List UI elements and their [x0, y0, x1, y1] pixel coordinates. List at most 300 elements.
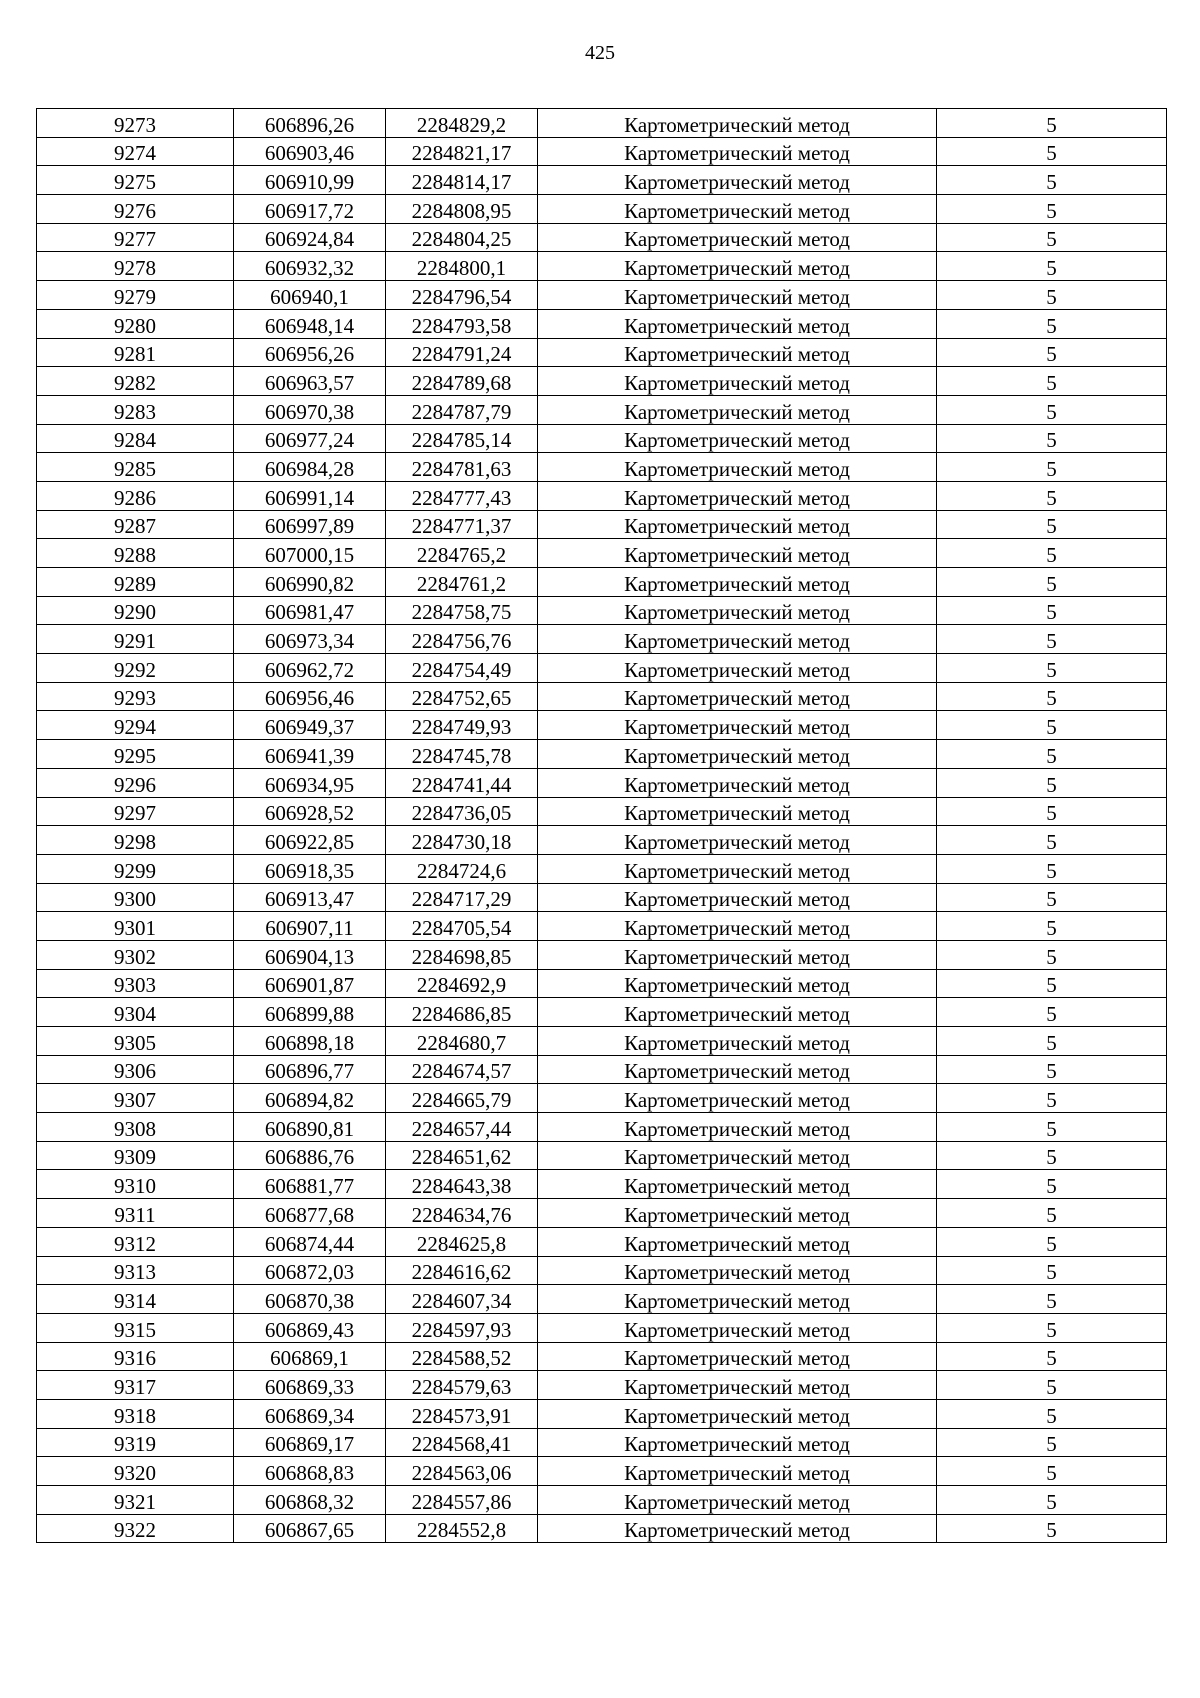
x-coordinate-cell: 606973,34	[234, 625, 386, 654]
method-cell: Картометрический метод	[538, 1199, 937, 1228]
accuracy-cell: 5	[937, 1113, 1167, 1142]
y-coordinate-cell: 2284793,58	[386, 309, 538, 338]
x-coordinate-cell: 606898,18	[234, 1027, 386, 1056]
point-number-cell: 9296	[37, 768, 234, 797]
point-number-cell: 9310	[37, 1170, 234, 1199]
y-coordinate-cell: 2284749,93	[386, 711, 538, 740]
y-coordinate-cell: 2284607,34	[386, 1285, 538, 1314]
y-coordinate-cell: 2284674,57	[386, 1055, 538, 1084]
accuracy-cell: 5	[937, 309, 1167, 338]
y-coordinate-cell: 2284563,06	[386, 1457, 538, 1486]
point-number-cell: 9312	[37, 1227, 234, 1256]
accuracy-cell: 5	[937, 682, 1167, 711]
y-coordinate-cell: 2284745,78	[386, 740, 538, 769]
accuracy-cell: 5	[937, 453, 1167, 482]
y-coordinate-cell: 2284730,18	[386, 826, 538, 855]
table-row	[37, 768, 1167, 797]
point-number-cell: 9287	[37, 510, 234, 539]
table-row	[37, 166, 1167, 195]
table-row	[37, 367, 1167, 396]
table-row	[37, 539, 1167, 568]
x-coordinate-cell: 606910,99	[234, 166, 386, 195]
accuracy-cell: 5	[937, 1170, 1167, 1199]
accuracy-cell: 5	[937, 596, 1167, 625]
accuracy-cell: 5	[937, 1371, 1167, 1400]
y-coordinate-cell: 2284552,8	[386, 1514, 538, 1543]
accuracy-cell: 5	[937, 711, 1167, 740]
x-coordinate-cell: 606868,32	[234, 1486, 386, 1515]
method-cell: Картометрический метод	[538, 223, 937, 252]
x-coordinate-cell: 606984,28	[234, 453, 386, 482]
x-coordinate-cell: 606991,14	[234, 481, 386, 510]
table-row	[37, 281, 1167, 310]
y-coordinate-cell: 2284651,62	[386, 1141, 538, 1170]
y-coordinate-cell: 2284829,2	[386, 109, 538, 138]
x-coordinate-cell: 606872,03	[234, 1256, 386, 1285]
table-row	[37, 109, 1167, 138]
y-coordinate-cell: 2284665,79	[386, 1084, 538, 1113]
accuracy-cell: 5	[937, 625, 1167, 654]
point-number-cell: 9305	[37, 1027, 234, 1056]
method-cell: Картометрический метод	[538, 654, 937, 683]
y-coordinate-cell: 2284588,52	[386, 1342, 538, 1371]
x-coordinate-cell: 606869,43	[234, 1313, 386, 1342]
method-cell: Картометрический метод	[538, 1371, 937, 1400]
y-coordinate-cell: 2284736,05	[386, 797, 538, 826]
x-coordinate-cell: 606948,14	[234, 309, 386, 338]
method-cell: Картометрический метод	[538, 998, 937, 1027]
y-coordinate-cell: 2284808,95	[386, 195, 538, 224]
accuracy-cell: 5	[937, 912, 1167, 941]
y-coordinate-cell: 2284765,2	[386, 539, 538, 568]
method-cell: Картометрический метод	[538, 854, 937, 883]
method-cell: Картометрический метод	[538, 711, 937, 740]
x-coordinate-cell: 606899,88	[234, 998, 386, 1027]
table-row	[37, 223, 1167, 252]
method-cell: Картометрический метод	[538, 1428, 937, 1457]
y-coordinate-cell: 2284804,25	[386, 223, 538, 252]
method-cell: Картометрический метод	[538, 395, 937, 424]
x-coordinate-cell: 606890,81	[234, 1113, 386, 1142]
table-row	[37, 1055, 1167, 1084]
point-number-cell: 9280	[37, 309, 234, 338]
x-coordinate-cell: 607000,15	[234, 539, 386, 568]
accuracy-cell: 5	[937, 395, 1167, 424]
point-number-cell: 9297	[37, 797, 234, 826]
y-coordinate-cell: 2284557,86	[386, 1486, 538, 1515]
y-coordinate-cell: 2284752,65	[386, 682, 538, 711]
y-coordinate-cell: 2284814,17	[386, 166, 538, 195]
table-row	[37, 1256, 1167, 1285]
coordinates-table	[36, 108, 1167, 1543]
accuracy-cell: 5	[937, 1514, 1167, 1543]
accuracy-cell: 5	[937, 338, 1167, 367]
y-coordinate-cell: 2284791,24	[386, 338, 538, 367]
method-cell: Картометрический метод	[538, 252, 937, 281]
method-cell: Картометрический метод	[538, 281, 937, 310]
method-cell: Картометрический метод	[538, 1313, 937, 1342]
point-number-cell: 9276	[37, 195, 234, 224]
x-coordinate-cell: 606924,84	[234, 223, 386, 252]
x-coordinate-cell: 606894,82	[234, 1084, 386, 1113]
accuracy-cell: 5	[937, 1399, 1167, 1428]
method-cell: Картометрический метод	[538, 424, 937, 453]
accuracy-cell: 5	[937, 195, 1167, 224]
x-coordinate-cell: 606970,38	[234, 395, 386, 424]
accuracy-cell: 5	[937, 367, 1167, 396]
table-row	[37, 883, 1167, 912]
table-row	[37, 137, 1167, 166]
y-coordinate-cell: 2284777,43	[386, 481, 538, 510]
method-cell: Картометрический метод	[538, 1399, 937, 1428]
accuracy-cell: 5	[937, 883, 1167, 912]
table-row	[37, 797, 1167, 826]
point-number-cell: 9293	[37, 682, 234, 711]
accuracy-cell: 5	[937, 568, 1167, 597]
point-number-cell: 9286	[37, 481, 234, 510]
method-cell: Картометрический метод	[538, 539, 937, 568]
x-coordinate-cell: 606956,26	[234, 338, 386, 367]
method-cell: Картометрический метод	[538, 1084, 937, 1113]
y-coordinate-cell: 2284568,41	[386, 1428, 538, 1457]
table-row	[37, 940, 1167, 969]
x-coordinate-cell: 606949,37	[234, 711, 386, 740]
accuracy-cell: 5	[937, 137, 1167, 166]
y-coordinate-cell: 2284756,76	[386, 625, 538, 654]
accuracy-cell: 5	[937, 1457, 1167, 1486]
accuracy-cell: 5	[937, 1084, 1167, 1113]
y-coordinate-cell: 2284634,76	[386, 1199, 538, 1228]
method-cell: Картометрический метод	[538, 596, 937, 625]
y-coordinate-cell: 2284741,44	[386, 768, 538, 797]
point-number-cell: 9274	[37, 137, 234, 166]
y-coordinate-cell: 2284761,2	[386, 568, 538, 597]
x-coordinate-cell: 606886,76	[234, 1141, 386, 1170]
point-number-cell: 9301	[37, 912, 234, 941]
accuracy-cell: 5	[937, 1199, 1167, 1228]
table-row	[37, 510, 1167, 539]
point-number-cell: 9306	[37, 1055, 234, 1084]
method-cell: Картометрический метод	[538, 1227, 937, 1256]
point-number-cell: 9288	[37, 539, 234, 568]
accuracy-cell: 5	[937, 1256, 1167, 1285]
y-coordinate-cell: 2284579,63	[386, 1371, 538, 1400]
y-coordinate-cell: 2284781,63	[386, 453, 538, 482]
method-cell: Картометрический метод	[538, 481, 937, 510]
y-coordinate-cell: 2284616,62	[386, 1256, 538, 1285]
x-coordinate-cell: 606963,57	[234, 367, 386, 396]
method-cell: Картометрический метод	[538, 195, 937, 224]
table-row	[37, 998, 1167, 1027]
x-coordinate-cell: 606956,46	[234, 682, 386, 711]
x-coordinate-cell: 606932,32	[234, 252, 386, 281]
table-row	[37, 1113, 1167, 1142]
x-coordinate-cell: 606981,47	[234, 596, 386, 625]
x-coordinate-cell: 606869,34	[234, 1399, 386, 1428]
table-row	[37, 1170, 1167, 1199]
method-cell: Картометрический метод	[538, 768, 937, 797]
x-coordinate-cell: 606904,13	[234, 940, 386, 969]
point-number-cell: 9290	[37, 596, 234, 625]
table-row	[37, 912, 1167, 941]
accuracy-cell: 5	[937, 252, 1167, 281]
accuracy-cell: 5	[937, 797, 1167, 826]
table-row	[37, 1457, 1167, 1486]
y-coordinate-cell: 2284698,85	[386, 940, 538, 969]
point-number-cell: 9279	[37, 281, 234, 310]
x-coordinate-cell: 606877,68	[234, 1199, 386, 1228]
point-number-cell: 9314	[37, 1285, 234, 1314]
y-coordinate-cell: 2284771,37	[386, 510, 538, 539]
table-row	[37, 969, 1167, 998]
y-coordinate-cell: 2284800,1	[386, 252, 538, 281]
point-number-cell: 9308	[37, 1113, 234, 1142]
point-number-cell: 9282	[37, 367, 234, 396]
table-row	[37, 1399, 1167, 1428]
table-row	[37, 1141, 1167, 1170]
y-coordinate-cell: 2284787,79	[386, 395, 538, 424]
y-coordinate-cell: 2284680,7	[386, 1027, 538, 1056]
point-number-cell: 9298	[37, 826, 234, 855]
x-coordinate-cell: 606941,39	[234, 740, 386, 769]
table-row	[37, 481, 1167, 510]
accuracy-cell: 5	[937, 654, 1167, 683]
point-number-cell: 9284	[37, 424, 234, 453]
method-cell: Картометрический метод	[538, 453, 937, 482]
accuracy-cell: 5	[937, 539, 1167, 568]
table-row	[37, 1027, 1167, 1056]
method-cell: Картометрический метод	[538, 682, 937, 711]
accuracy-cell: 5	[937, 1055, 1167, 1084]
method-cell: Картометрический метод	[538, 1170, 937, 1199]
accuracy-cell: 5	[937, 424, 1167, 453]
y-coordinate-cell: 2284573,91	[386, 1399, 538, 1428]
table-row	[37, 1313, 1167, 1342]
table-row	[37, 1084, 1167, 1113]
method-cell: Картометрический метод	[538, 1027, 937, 1056]
table-row	[37, 654, 1167, 683]
table-row	[37, 309, 1167, 338]
table-row	[37, 1514, 1167, 1543]
y-coordinate-cell: 2284717,29	[386, 883, 538, 912]
method-cell: Картометрический метод	[538, 137, 937, 166]
point-number-cell: 9316	[37, 1342, 234, 1371]
x-coordinate-cell: 606918,35	[234, 854, 386, 883]
accuracy-cell: 5	[937, 998, 1167, 1027]
point-number-cell: 9283	[37, 395, 234, 424]
method-cell: Картометрический метод	[538, 166, 937, 195]
point-number-cell: 9294	[37, 711, 234, 740]
x-coordinate-cell: 606922,85	[234, 826, 386, 855]
y-coordinate-cell: 2284724,6	[386, 854, 538, 883]
x-coordinate-cell: 606869,1	[234, 1342, 386, 1371]
table-row	[37, 625, 1167, 654]
method-cell: Картометрический метод	[538, 510, 937, 539]
method-cell: Картометрический метод	[538, 826, 937, 855]
x-coordinate-cell: 606990,82	[234, 568, 386, 597]
y-coordinate-cell: 2284625,8	[386, 1227, 538, 1256]
accuracy-cell: 5	[937, 510, 1167, 539]
y-coordinate-cell: 2284758,75	[386, 596, 538, 625]
point-number-cell: 9319	[37, 1428, 234, 1457]
point-number-cell: 9320	[37, 1457, 234, 1486]
point-number-cell: 9309	[37, 1141, 234, 1170]
table-row	[37, 1227, 1167, 1256]
point-number-cell: 9277	[37, 223, 234, 252]
table-row	[37, 682, 1167, 711]
x-coordinate-cell: 606874,44	[234, 1227, 386, 1256]
x-coordinate-cell: 606867,65	[234, 1514, 386, 1543]
point-number-cell: 9275	[37, 166, 234, 195]
accuracy-cell: 5	[937, 281, 1167, 310]
point-number-cell: 9313	[37, 1256, 234, 1285]
accuracy-cell: 5	[937, 1141, 1167, 1170]
x-coordinate-cell: 606917,72	[234, 195, 386, 224]
point-number-cell: 9322	[37, 1514, 234, 1543]
y-coordinate-cell: 2284789,68	[386, 367, 538, 396]
x-coordinate-cell: 606928,52	[234, 797, 386, 826]
method-cell: Картометрический метод	[538, 1342, 937, 1371]
x-coordinate-cell: 606997,89	[234, 510, 386, 539]
table-row	[37, 395, 1167, 424]
method-cell: Картометрический метод	[538, 338, 937, 367]
accuracy-cell: 5	[937, 969, 1167, 998]
point-number-cell: 9311	[37, 1199, 234, 1228]
y-coordinate-cell: 2284705,54	[386, 912, 538, 941]
method-cell: Картометрический метод	[538, 912, 937, 941]
table-row	[37, 1199, 1167, 1228]
point-number-cell: 9317	[37, 1371, 234, 1400]
table-row	[37, 1285, 1167, 1314]
x-coordinate-cell: 606896,77	[234, 1055, 386, 1084]
accuracy-cell: 5	[937, 481, 1167, 510]
accuracy-cell: 5	[937, 1486, 1167, 1515]
point-number-cell: 9307	[37, 1084, 234, 1113]
table-row	[37, 453, 1167, 482]
y-coordinate-cell: 2284785,14	[386, 424, 538, 453]
method-cell: Картометрический метод	[538, 1285, 937, 1314]
accuracy-cell: 5	[937, 768, 1167, 797]
point-number-cell: 9295	[37, 740, 234, 769]
method-cell: Картометрический метод	[538, 1113, 937, 1142]
method-cell: Картометрический метод	[538, 1055, 937, 1084]
table-row	[37, 740, 1167, 769]
x-coordinate-cell: 606962,72	[234, 654, 386, 683]
method-cell: Картометрический метод	[538, 740, 937, 769]
y-coordinate-cell: 2284597,93	[386, 1313, 538, 1342]
point-number-cell: 9278	[37, 252, 234, 281]
point-number-cell: 9303	[37, 969, 234, 998]
x-coordinate-cell: 606868,83	[234, 1457, 386, 1486]
table-row	[37, 596, 1167, 625]
method-cell: Картометрический метод	[538, 367, 937, 396]
table-row	[37, 1371, 1167, 1400]
y-coordinate-cell: 2284821,17	[386, 137, 538, 166]
table-row	[37, 854, 1167, 883]
accuracy-cell: 5	[937, 854, 1167, 883]
table-row	[37, 826, 1167, 855]
y-coordinate-cell: 2284692,9	[386, 969, 538, 998]
point-number-cell: 9304	[37, 998, 234, 1027]
method-cell: Картометрический метод	[538, 940, 937, 969]
accuracy-cell: 5	[937, 109, 1167, 138]
x-coordinate-cell: 606977,24	[234, 424, 386, 453]
table-row	[37, 252, 1167, 281]
point-number-cell: 9289	[37, 568, 234, 597]
accuracy-cell: 5	[937, 1313, 1167, 1342]
x-coordinate-cell: 606869,17	[234, 1428, 386, 1457]
table-row	[37, 1486, 1167, 1515]
accuracy-cell: 5	[937, 1227, 1167, 1256]
y-coordinate-cell: 2284796,54	[386, 281, 538, 310]
method-cell: Картометрический метод	[538, 568, 937, 597]
point-number-cell: 9299	[37, 854, 234, 883]
method-cell: Картометрический метод	[538, 1457, 937, 1486]
x-coordinate-cell: 606870,38	[234, 1285, 386, 1314]
method-cell: Картометрический метод	[538, 797, 937, 826]
x-coordinate-cell: 606940,1	[234, 281, 386, 310]
point-number-cell: 9273	[37, 109, 234, 138]
table-row	[37, 711, 1167, 740]
table-row	[37, 1342, 1167, 1371]
method-cell: Картометрический метод	[538, 1256, 937, 1285]
point-number-cell: 9318	[37, 1399, 234, 1428]
accuracy-cell: 5	[937, 1027, 1167, 1056]
x-coordinate-cell: 606907,11	[234, 912, 386, 941]
table-row	[37, 568, 1167, 597]
point-number-cell: 9292	[37, 654, 234, 683]
y-coordinate-cell: 2284657,44	[386, 1113, 538, 1142]
accuracy-cell: 5	[937, 826, 1167, 855]
point-number-cell: 9302	[37, 940, 234, 969]
method-cell: Картометрический метод	[538, 1141, 937, 1170]
method-cell: Картометрический метод	[538, 1514, 937, 1543]
point-number-cell: 9321	[37, 1486, 234, 1515]
method-cell: Картометрический метод	[538, 1486, 937, 1515]
point-number-cell: 9281	[37, 338, 234, 367]
accuracy-cell: 5	[937, 166, 1167, 195]
method-cell: Картометрический метод	[538, 309, 937, 338]
accuracy-cell: 5	[937, 740, 1167, 769]
x-coordinate-cell: 606896,26	[234, 109, 386, 138]
x-coordinate-cell: 606901,87	[234, 969, 386, 998]
y-coordinate-cell: 2284643,38	[386, 1170, 538, 1199]
x-coordinate-cell: 606869,33	[234, 1371, 386, 1400]
point-number-cell: 9300	[37, 883, 234, 912]
y-coordinate-cell: 2284686,85	[386, 998, 538, 1027]
point-number-cell: 9285	[37, 453, 234, 482]
accuracy-cell: 5	[937, 223, 1167, 252]
method-cell: Картометрический метод	[538, 883, 937, 912]
table-row	[37, 1428, 1167, 1457]
table-row	[37, 424, 1167, 453]
page-number: 425	[585, 42, 615, 64]
method-cell: Картометрический метод	[538, 625, 937, 654]
table-body	[37, 109, 1167, 1543]
x-coordinate-cell: 606934,95	[234, 768, 386, 797]
method-cell: Картометрический метод	[538, 969, 937, 998]
x-coordinate-cell: 606881,77	[234, 1170, 386, 1199]
point-number-cell: 9291	[37, 625, 234, 654]
accuracy-cell: 5	[937, 940, 1167, 969]
y-coordinate-cell: 2284754,49	[386, 654, 538, 683]
method-cell: Картометрический метод	[538, 109, 937, 138]
table-row	[37, 338, 1167, 367]
x-coordinate-cell: 606913,47	[234, 883, 386, 912]
accuracy-cell: 5	[937, 1428, 1167, 1457]
accuracy-cell: 5	[937, 1342, 1167, 1371]
table-row	[37, 195, 1167, 224]
